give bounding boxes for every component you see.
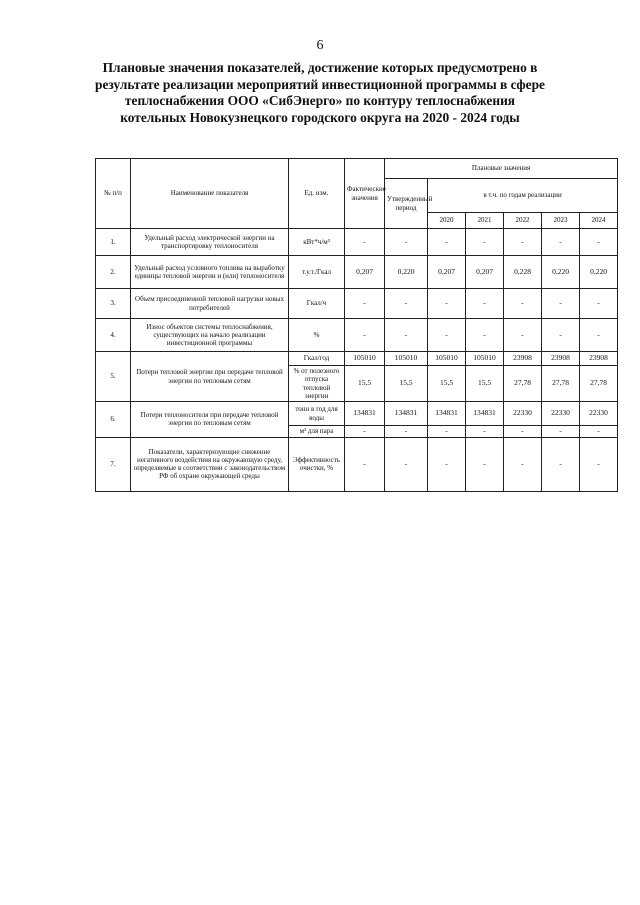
row-year-value: - (428, 289, 466, 319)
row-actual: - (345, 426, 385, 438)
row-year-value: 0,220 (542, 256, 580, 289)
row-approved: - (385, 437, 428, 491)
row-year-value: 105010 (466, 352, 504, 366)
row-unit: Эффективность очистки, % (289, 437, 345, 491)
row-name: Потери тепловой энергии при передаче тепловой энергии по тепловым сетям (131, 352, 289, 402)
table-row (96, 229, 618, 256)
row-unit: Гкал/ч (289, 289, 345, 319)
row-year-value: 0,228 (504, 256, 542, 289)
row-approved: - (385, 319, 428, 352)
row-year-value: 0,207 (428, 256, 466, 289)
header-num: № п/п (96, 159, 131, 229)
row-unit: % (289, 319, 345, 352)
row-year-value: 22330 (542, 402, 580, 426)
row-year-value: - (580, 229, 618, 256)
row-approved: 15,5 (385, 366, 428, 402)
row-year-value: - (542, 229, 580, 256)
page-number: 6 (316, 38, 324, 53)
header-name: Наименование показателя (131, 159, 289, 229)
row-year-value: - (466, 289, 504, 319)
row-year-value: - (580, 426, 618, 438)
row-year-value: 27,78 (504, 366, 542, 402)
row-num: 2. (96, 256, 131, 289)
table-row (96, 437, 618, 491)
row-year-value: - (542, 426, 580, 438)
row-year-value: 23908 (580, 352, 618, 366)
row-actual: 134831 (345, 402, 385, 426)
header-unit: Ед. изм. (289, 159, 345, 229)
row-unit: Гкал/год (289, 352, 345, 366)
row-unit: кВт*ч/м³ (289, 229, 345, 256)
header-by-years: в т.ч. по годам реализации (428, 179, 618, 213)
row-actual: 105010 (345, 352, 385, 366)
row-year-value: - (504, 289, 542, 319)
row-year-value: 23908 (504, 352, 542, 366)
row-year-value: - (428, 426, 466, 438)
row-unit: тонн в год для воды (289, 402, 345, 426)
row-unit: т.у.т./Гкал (289, 256, 345, 289)
row-approved: 105010 (385, 352, 428, 366)
row-year-value: - (580, 437, 618, 491)
table-row (96, 402, 618, 426)
row-actual: 15,5 (345, 366, 385, 402)
row-year-value: 22330 (504, 402, 542, 426)
row-year-value: 0,220 (580, 256, 618, 289)
row-year-value: 23908 (542, 352, 580, 366)
row-year-value: - (428, 319, 466, 352)
row-year-value: - (466, 319, 504, 352)
row-name: Удельный расход электрической энергии на транспортировку теплоносителя (131, 229, 289, 256)
row-year-value: - (542, 289, 580, 319)
row-approved: 0,220 (385, 256, 428, 289)
document-title: Плановые значения показателей, достижение которых предусмотрено в результате реализации мероприятий инвестиционной программы в сфере теплоснабжения ООО «СибЭнерго» по контуру теплоснабжения котельных Новокузнецкого городского округа на 2020 - 2024 годы (95, 60, 545, 125)
row-name: Показатели, характеризующие снижение негативного воздействия на окружающую среду, определяемые в соответствии с законодательством РФ об охране окружающей среды (131, 437, 289, 491)
row-actual: - (345, 319, 385, 352)
row-year-value: 27,78 (580, 366, 618, 402)
header-year: 2023 (542, 213, 580, 229)
header-planned: Плановые значения (385, 159, 618, 179)
table-row (96, 319, 618, 352)
header-year: 2024 (580, 213, 618, 229)
row-actual: 0,207 (345, 256, 385, 289)
row-year-value: - (428, 229, 466, 256)
table-row (96, 289, 618, 319)
row-unit: % от полезного отпуска тепловой энергии (289, 366, 345, 402)
row-year-value: - (542, 319, 580, 352)
row-num: 6. (96, 402, 131, 438)
row-num: 1. (96, 229, 131, 256)
row-approved: 134831 (385, 402, 428, 426)
row-name: Износ объектов системы теплоснабжения, существующих на начало реализации инвестиционной программы (131, 319, 289, 352)
row-actual: - (345, 289, 385, 319)
row-year-value: 22330 (580, 402, 618, 426)
header-actual: Фактические значения (345, 159, 385, 229)
row-num: 3. (96, 289, 131, 319)
row-name: Потери теплоносителя при передаче тепловой энергии по тепловым сетям (131, 402, 289, 438)
row-year-value: 134831 (466, 402, 504, 426)
row-year-value: 27,78 (542, 366, 580, 402)
row-year-value: 15,5 (428, 366, 466, 402)
row-year-value: - (504, 426, 542, 438)
row-year-value: - (466, 229, 504, 256)
row-year-value: 105010 (428, 352, 466, 366)
row-year-value: 0,207 (466, 256, 504, 289)
row-year-value: - (504, 229, 542, 256)
row-year-value: - (580, 289, 618, 319)
row-year-value: - (466, 426, 504, 438)
row-name: Удельный расход условного топлива на выработку единицы тепловой энергии и (или) теплоносителя (131, 256, 289, 289)
row-approved: - (385, 426, 428, 438)
row-approved: - (385, 229, 428, 256)
row-year-value: 134831 (428, 402, 466, 426)
row-actual: - (345, 437, 385, 491)
row-year-value: - (504, 319, 542, 352)
row-year-value: 15,5 (466, 366, 504, 402)
header-approved: Утвержденный период (385, 179, 428, 229)
row-unit: м³ для пара (289, 426, 345, 438)
header-year: 2021 (466, 213, 504, 229)
row-actual: - (345, 229, 385, 256)
indicators-table (95, 158, 618, 492)
header-year: 2022 (504, 213, 542, 229)
row-year-value: - (466, 437, 504, 491)
row-name: Объем присоединенной тепловой нагрузки новых потребителей (131, 289, 289, 319)
table-row (96, 352, 618, 366)
row-approved: - (385, 289, 428, 319)
row-year-value: - (504, 437, 542, 491)
row-year-value: - (428, 437, 466, 491)
row-year-value: - (542, 437, 580, 491)
row-year-value: - (580, 319, 618, 352)
row-num: 7. (96, 437, 131, 491)
header-year: 2020 (428, 213, 466, 229)
table-row (96, 256, 618, 289)
row-num: 5. (96, 352, 131, 402)
row-num: 4. (96, 319, 131, 352)
